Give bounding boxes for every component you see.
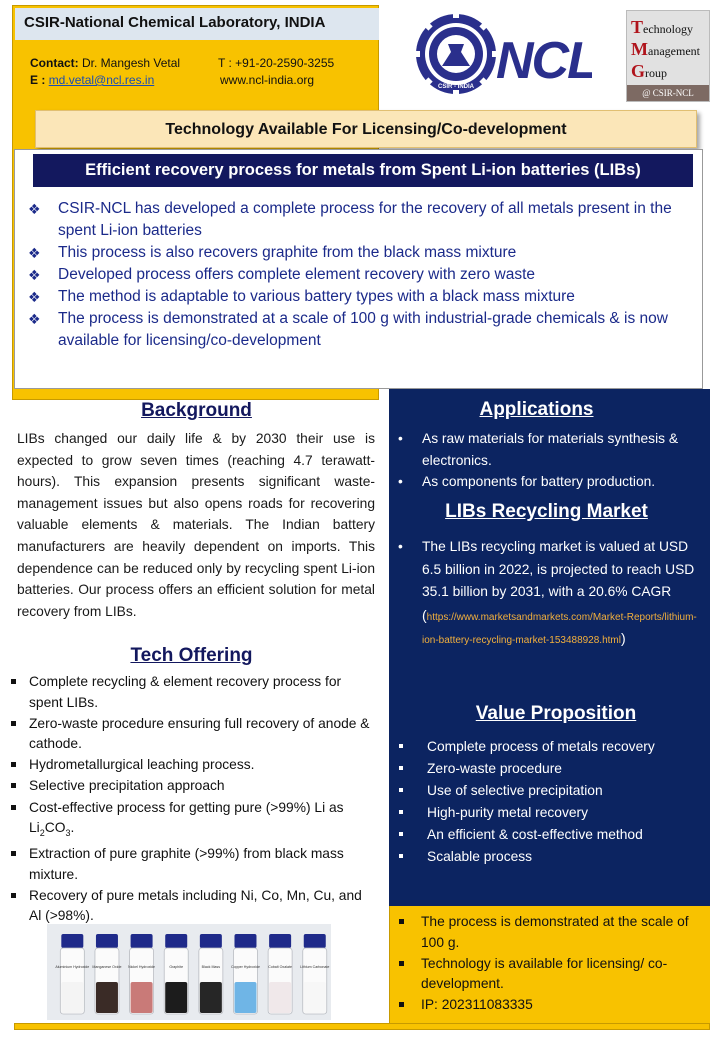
org-name: CSIR-National Chemical Laboratory, INDIA — [24, 14, 326, 31]
bottom-strip — [14, 1023, 710, 1030]
market-source-link[interactable]: https://www.marketsandmarkets.com/Market-Reports/lithium-ion-battery-recycling-market-153488928.html — [422, 611, 697, 646]
tech-offering-list — [11, 672, 371, 927]
vial-contents — [131, 982, 153, 1013]
summary-point: ❖ Developed process offers complete element recovery with zero waste — [28, 264, 698, 286]
market-list — [392, 536, 698, 651]
vial-cap — [61, 934, 83, 948]
vial-cap — [200, 934, 222, 948]
vial-label: Cobalt Oxalate — [268, 965, 293, 969]
vial-cap — [131, 934, 153, 948]
vial-label: Nickel Hydroxide — [128, 965, 156, 969]
email-label: E : — [30, 73, 46, 87]
vial-contents — [165, 982, 187, 1013]
vial-cap — [96, 934, 118, 948]
market-text: The LIBs recycling market is valued at USD 6.5 billion in 2022, is projected to reach USD 35.1 billion by 2031, with a 20.6% CAGR — [422, 539, 695, 599]
diamond-bullet-icon: ❖ — [28, 201, 41, 217]
tmg-line-1: Technology — [631, 17, 694, 37]
vials-illustration — [47, 924, 331, 1020]
vial-label: Black Mass — [201, 965, 221, 969]
diamond-bullet-icon: ❖ — [28, 311, 41, 327]
vial-contents — [96, 982, 118, 1013]
list-item: Extraction of pure graphite (>99%) from black mass mixture. — [11, 844, 371, 885]
ncl-logo-icon — [412, 8, 592, 100]
vial-label: Manganese Oxide — [92, 965, 122, 969]
list-item: High-purity metal recovery — [389, 802, 707, 824]
summary-point: ❖ This process is also recovers graphite from the black mass mixture — [28, 242, 698, 264]
vial-contents — [61, 982, 83, 1013]
status-list — [389, 912, 701, 1016]
list-item: Hydrometallurgical leaching process. — [11, 755, 371, 776]
list-item: • As components for battery production. — [392, 471, 708, 493]
list-item: Zero-waste procedure ensuring full recovery of anode & cathode. — [11, 714, 371, 755]
diamond-bullet-icon: ❖ — [28, 289, 41, 305]
list-item: Zero-waste procedure — [389, 758, 707, 780]
vial-cap — [165, 934, 187, 948]
vial — [199, 934, 223, 1014]
ncl-wordmark: NCL — [496, 32, 592, 90]
email-link[interactable]: md.vetal@ncl.res.in — [48, 73, 155, 87]
tmg-line-3: Group — [631, 61, 668, 81]
website[interactable]: www.ncl-india.org — [220, 73, 315, 87]
list-item: The process is demonstrated at the scale of 100 g. — [389, 912, 701, 954]
licensing-banner: Technology Available For Licensing/Co-development — [35, 110, 697, 148]
vial-label: Graphite — [169, 965, 184, 969]
vial — [92, 934, 121, 1014]
list-item: Complete process of metals recovery — [389, 736, 707, 758]
li2co3-period: . — [70, 820, 75, 836]
list-item: • The LIBs recycling market is valued at USD 6.5 billion in 2022, is projected to reach USD 35.1 billion by 2031, with a 20.6% CAGR (https://www.marketsandmarkets.com/Market-Reports/lithium-ion-battery-recycling-market-153488928.html) — [392, 536, 698, 651]
vial — [164, 934, 188, 1014]
ncl-seal-text: CSIR - INDIA — [438, 84, 474, 90]
vial-label: Aluminium Hydroxide — [55, 965, 90, 969]
background-heading: Background — [141, 400, 252, 421]
tmg-line-2: Management — [631, 39, 700, 59]
email-line — [30, 73, 154, 87]
diamond-bullet-icon: ❖ — [28, 267, 41, 283]
li2co3-sub-2: 2 — [39, 827, 45, 838]
applications-heading: Applications — [479, 399, 594, 420]
li2co3-co: CO — [44, 820, 66, 836]
list-item: Use of selective precipitation — [389, 780, 707, 802]
list-item: Complete recycling & element recovery process for spent LIBs. — [11, 672, 371, 713]
vial — [55, 934, 89, 1014]
summary-point: ❖ The process is demonstrated at a scale of 100 g with industrial-grade chemicals & is now available for licensing/co-development — [28, 310, 668, 349]
vial-contents — [304, 982, 326, 1013]
vial-cap — [269, 934, 291, 948]
vial-contents — [234, 982, 256, 1013]
vial — [300, 934, 329, 1014]
vial — [268, 934, 292, 1014]
contact-name: Dr. Mangesh Vetal — [78, 56, 181, 70]
list-item: Technology is available for licensing/ co-development. — [389, 954, 701, 996]
tmg-footer: @ CSIR-NCL — [627, 85, 709, 101]
li2co3-sub-3: 3 — [65, 827, 71, 838]
background-text: LIBs changed our daily life & by 2030 their use is expected to grow seven times (reaching 4.7 terawatt-hours). This expansion presents significant waste-management issues but also opens roads for recovering valuable elements & materials. The Indian battery manufacturers are heavily dependent on imports. This dependence can be reduced only by recycling spent Li-ion batteries. Our process offers an efficient solution for metal recovery from LIBs. — [17, 431, 375, 619]
phone: T : +91-20-2590-3255 — [218, 56, 335, 70]
summary-list — [28, 198, 698, 352]
vial — [231, 934, 260, 1014]
list-item: Selective precipitation approach — [11, 776, 371, 797]
list-item: An efficient & cost-effective method — [389, 824, 707, 846]
summary-title: Efficient recovery process for metals from Spent Li-ion batteries (LIBs) — [33, 154, 693, 187]
list-item: • As raw materials for materials synthesis & electronics. — [392, 428, 708, 471]
list-item: Recovery of pure metals including Ni, Co, Mn, Cu, and Al (>98%). — [11, 886, 371, 927]
list-item: Scalable process — [389, 846, 707, 868]
summary-point: ❖ CSIR-NCL has developed a complete process for the recovery of all metals present in the spent Li-ion batteries — [28, 200, 672, 239]
list-item: Cost-effective process for getting pure (>99%) Li as $Li_2CO_3$. — [11, 798, 371, 844]
vial-label: Copper Hydroxide — [231, 965, 260, 969]
tmg-logo — [626, 10, 710, 102]
value-prop-heading: Value Proposition — [475, 703, 637, 724]
diamond-bullet-icon: ❖ — [28, 245, 41, 261]
market-heading: LIBs Recycling Market — [445, 501, 648, 522]
tech-offering-heading: Tech Offering — [130, 645, 253, 666]
vial-cap — [304, 934, 326, 948]
applications-list — [392, 428, 708, 493]
vial-contents — [269, 982, 291, 1013]
list-item: IP: 202311083335 — [389, 995, 701, 1016]
summary-point: ❖ The method is adaptable to various battery types with a black mass mixture — [28, 286, 698, 308]
vial-cap — [234, 934, 256, 948]
contact-label: Contact: — [30, 56, 79, 70]
vial-contents — [200, 982, 222, 1013]
vial — [128, 934, 155, 1014]
vials-photo — [47, 924, 331, 1020]
contact-line — [30, 56, 180, 70]
ncl-logo — [412, 8, 592, 100]
vial-label: Lithium Carbonate — [300, 965, 330, 969]
value-prop-list — [389, 736, 707, 868]
